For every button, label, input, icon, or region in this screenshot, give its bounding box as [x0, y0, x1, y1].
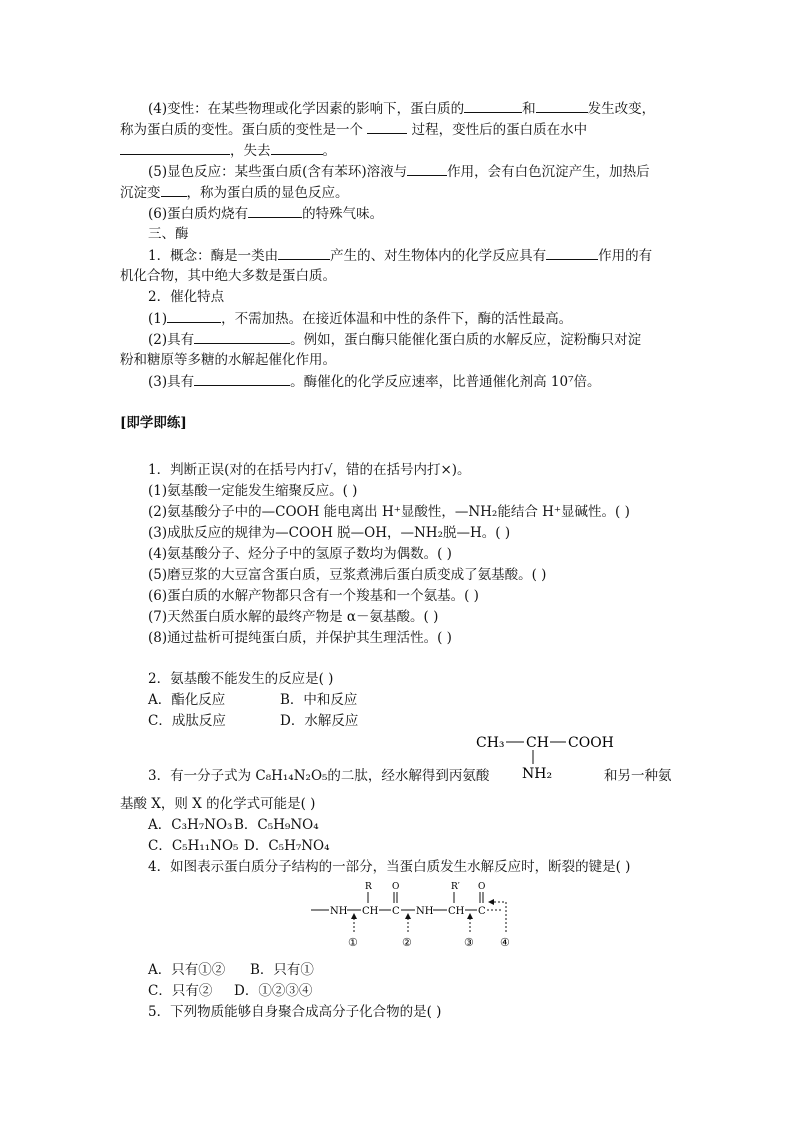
q4-title: 4．如图表示蛋白质分子结构的一部分，当蛋白质发生水解反应时，断裂的键是( ) [148, 859, 631, 875]
q1-item: (5)磨豆浆的大豆富含蛋白质，豆浆煮沸后蛋白质变成了氨基酸。( ) [148, 567, 547, 583]
text: (3)具有 [148, 374, 195, 390]
q3-option-b[interactable]: B．C₅H₉NO₄ [234, 817, 319, 833]
nh2-group: NH₂ [522, 766, 553, 782]
q3-option-a[interactable]: A．C₃H₇NO₃ [148, 817, 233, 833]
ch3-group: CH₃ [476, 735, 505, 751]
fill-blank[interactable] [248, 203, 302, 218]
ch-group: CH [526, 735, 549, 751]
q3-option-c[interactable]: C．C₅H₁₁NO₅ [148, 838, 239, 854]
denaturation-line-2 [120, 119, 587, 140]
fill-blank[interactable] [278, 245, 330, 260]
r-group: R [365, 882, 372, 892]
cooh-group: COOH [568, 735, 614, 751]
enzyme-feature-3 [148, 371, 601, 392]
text: 1．概念：酶是一类由 [148, 248, 279, 264]
carbonyl-c: C [478, 906, 486, 917]
denaturation-line-3 [120, 140, 336, 161]
r-group: R′ [451, 882, 460, 892]
bond-label-4: ④ [500, 936, 510, 949]
enzyme-concept-line-1 [148, 245, 652, 266]
q5-title: 5．下列物质能够自身聚合成高分子化合物的是( ) [148, 1004, 442, 1020]
text: ，失去 [230, 143, 271, 159]
q3-option-d[interactable]: D．C₅H₇NO₄ [244, 838, 330, 854]
q3-text-2: 和另一种氨 [604, 768, 672, 784]
text: 作用，会有白色沉淀产生，加热后 [447, 164, 650, 180]
q1-title: 1．判断正误(对的在括号内打√，错的在括号内打×)。 [148, 462, 471, 478]
text: 沉淀变 [120, 185, 161, 201]
text: ，不需加热。在接近体温和中性的条件下，酶的活性最高。 [221, 311, 573, 327]
ch-group: CH [362, 906, 379, 917]
oxygen: O [478, 882, 486, 892]
enzyme-feature-1 [148, 308, 572, 329]
q4-option-c[interactable]: C．只有② [148, 983, 213, 999]
fill-blank[interactable] [167, 308, 221, 323]
q1-item: (2)氨基酸分子中的—COOH 能电离出 H⁺显酸性，—NH₂能结合 H⁺显碱性。( ) [148, 504, 630, 520]
practice-heading: [即学即练] [120, 415, 187, 431]
text: (1) [148, 311, 168, 327]
q2-option-b[interactable]: B．中和反应 [280, 692, 358, 708]
fill-blank[interactable] [407, 161, 447, 176]
text: 作用的有 [598, 248, 653, 264]
ch-group: CH [448, 906, 465, 917]
text: 的特殊气味。 [302, 206, 384, 222]
fill-blank[interactable] [271, 140, 323, 155]
q2-title: 2．氨基酸不能发生的反应是( ) [148, 671, 334, 687]
q3-text-1: 3．有一分子式为 C₈H₁₄N₂O₅的二肽，经水解得到丙氨酸 [148, 768, 490, 784]
burning-line [148, 203, 383, 224]
alanine-structure [470, 730, 620, 782]
carbonyl-c: C [392, 906, 400, 917]
bond-label-2: ② [402, 936, 412, 949]
q1-item: (8)通过盐析可提纯蛋白质，并保护其生理活性。( ) [148, 630, 452, 646]
denaturation-line-1 [148, 98, 655, 119]
q1-item: (3)成肽反应的规律为—COOH 脱—OH，—NH₂脱—H。( ) [148, 525, 511, 541]
text: 产生的、对生物体内的化学反应具有 [330, 248, 547, 264]
nh-group: NH [416, 906, 434, 917]
q1-item: (1)氨基酸一定能发生缩聚反应。( ) [148, 483, 358, 499]
fill-blank[interactable] [161, 182, 187, 197]
enzyme-feature-2-line-2: 粉和糖原等多糖的水解起催化作用。 [120, 352, 336, 368]
text: (2)具有 [148, 332, 195, 348]
text: (6)蛋白质灼烧有 [148, 206, 249, 222]
text: 和 [522, 101, 536, 117]
enzyme-feature-heading: 2．催化特点 [148, 289, 225, 305]
color-reaction-line-1 [148, 161, 650, 182]
text: 。例如，蛋白酶只能催化蛋白质的水解反应，淀粉酶只对淀 [290, 332, 642, 348]
peptide-structure [305, 880, 525, 952]
fill-blank[interactable] [194, 329, 290, 344]
enzyme-heading: 三、酶 [148, 226, 189, 242]
q2-option-c[interactable]: C．成肽反应 [148, 713, 226, 729]
q4-option-a[interactable]: A．只有①② [148, 962, 226, 978]
fill-blank[interactable] [367, 119, 407, 134]
enzyme-concept-line-2: 机化合物，其中绝大多数是蛋白质。 [120, 268, 336, 284]
bond-label-1: ① [348, 936, 358, 949]
q4-option-b[interactable]: B．只有① [250, 962, 314, 978]
q2-option-d[interactable]: D．水解反应 [280, 713, 359, 729]
oxygen: O [392, 882, 400, 892]
q4-option-d[interactable]: D．①②③④ [234, 983, 313, 999]
fill-blank[interactable] [536, 98, 588, 113]
fill-blank[interactable] [546, 245, 598, 260]
bond-label-3: ③ [464, 936, 474, 949]
arrow-4 [491, 902, 506, 932]
text: (4)变性：在某些物理或化学因素的影响下，蛋白质的 [148, 101, 465, 117]
text: ，称为蛋白质的显色反应。 [186, 185, 349, 201]
q1-item: (7)天然蛋白质水解的最终产物是 α－氨基酸。( ) [148, 609, 439, 625]
q2-option-a[interactable]: A．酯化反应 [148, 692, 226, 708]
nh-group: NH [330, 906, 348, 917]
color-reaction-line-2 [120, 182, 349, 203]
text: 。酶催化的化学反应速率，比普通催化剂高 10⁷倍。 [290, 374, 601, 390]
text: 过程，变性后的蛋白质在水中 [411, 122, 588, 138]
text: (5)显色反应：某些蛋白质(含有苯环)溶液与 [148, 164, 408, 180]
q3-text-3: 基酸 X，则 X 的化学式可能是( ) [120, 796, 316, 812]
fill-blank[interactable] [194, 371, 290, 386]
enzyme-feature-2-line-1 [148, 329, 641, 350]
fill-blank[interactable] [464, 98, 522, 113]
text: 发生改变， [587, 101, 656, 117]
fill-blank[interactable] [120, 140, 230, 155]
text: 。 [322, 143, 336, 159]
q1-item: (4)氨基酸分子、烃分子中的氢原子数均为偶数。( ) [148, 546, 452, 562]
q1-item: (6)蛋白质的水解产物都只含有一个羧基和一个氨基。( ) [148, 588, 479, 604]
text: 称为蛋白质的变性。蛋白质的变性是一个 [120, 122, 363, 138]
